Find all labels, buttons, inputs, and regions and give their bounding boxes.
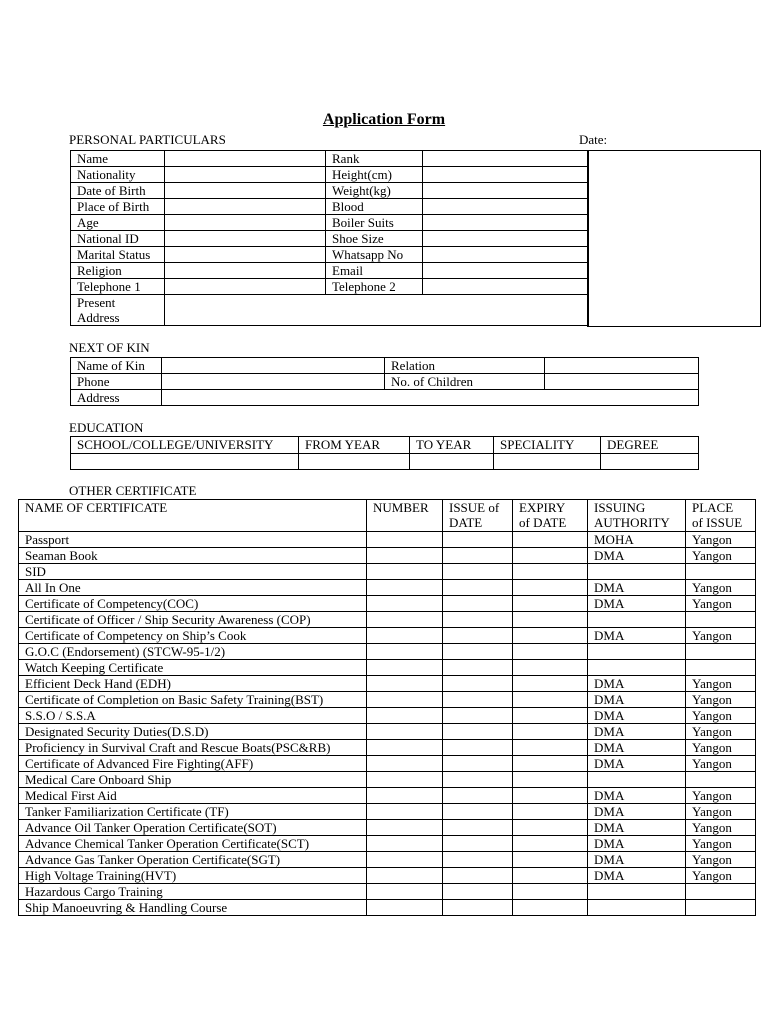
present-address-line2: Address — [77, 310, 120, 325]
personal-label-right: Boiler Suits — [326, 215, 423, 231]
certificate-name: S.S.O / S.S.A — [19, 708, 367, 724]
certificate-row — [19, 820, 756, 836]
personal-label-right: Blood — [326, 199, 423, 215]
certificate-expiry-date-field[interactable] — [513, 580, 588, 596]
certificate-number-field[interactable] — [367, 740, 443, 756]
certificate-number-field[interactable] — [367, 724, 443, 740]
certificate-place — [686, 772, 756, 788]
personal-label-left: Name — [71, 151, 165, 167]
other-certificate-heading: OTHER CERTIFICATE — [69, 483, 197, 498]
personal-row — [71, 151, 589, 167]
certificate-row — [19, 612, 756, 628]
personal-field-left[interactable] — [165, 151, 326, 167]
certificate-expiry-date-field[interactable] — [513, 628, 588, 644]
personal-row — [71, 215, 589, 231]
certificate-row — [19, 708, 756, 724]
cert-col-name: NAME OF CERTIFICATE — [19, 500, 367, 532]
certificate-name: Medical Care Onboard Ship — [19, 772, 367, 788]
certificate-issue-date-field[interactable] — [443, 900, 513, 916]
certificate-place: Yangon — [686, 628, 756, 644]
certificate-issue-date-field[interactable] — [443, 676, 513, 692]
personal-label-right: Whatsapp No — [326, 247, 423, 263]
edu-speciality-field[interactable] — [494, 454, 601, 470]
certificate-row — [19, 532, 756, 548]
certificate-name: Hazardous Cargo Training — [19, 884, 367, 900]
certificate-place: Yangon — [686, 708, 756, 724]
certificate-authority: DMA — [588, 724, 686, 740]
certificate-place — [686, 900, 756, 916]
certificate-place: Yangon — [686, 596, 756, 612]
certificate-authority: DMA — [588, 596, 686, 612]
certificate-number-field[interactable] — [367, 868, 443, 884]
certificate-expiry-date-field[interactable] — [513, 708, 588, 724]
personal-label-right: Shoe Size — [326, 231, 423, 247]
certificates-header-row — [19, 500, 756, 532]
certificate-name: Certificate of Competency on Ship’s Cook — [19, 628, 367, 644]
certificate-row — [19, 884, 756, 900]
personal-label-left: Age — [71, 215, 165, 231]
certificate-name: Ship Manoeuvring & Handling Course — [19, 900, 367, 916]
certificate-issue-date-field[interactable] — [443, 820, 513, 836]
certificate-expiry-date-field[interactable] — [513, 868, 588, 884]
certificate-name: Advance Oil Tanker Operation Certificate(SOT) — [19, 820, 367, 836]
personal-row — [71, 247, 589, 263]
kin-children-field[interactable] — [545, 374, 699, 390]
personal-label-left: Place of Birth — [71, 199, 165, 215]
kin-address-label: Address — [71, 390, 162, 406]
certificate-name: Certificate of Completion on Basic Safety Training(BST) — [19, 692, 367, 708]
certificate-authority: DMA — [588, 756, 686, 772]
present-address-row — [71, 295, 589, 326]
certificate-row — [19, 740, 756, 756]
certificate-authority: DMA — [588, 836, 686, 852]
certificate-issue-date-field[interactable] — [443, 788, 513, 804]
certificate-name: G.O.C (Endorsement) (STCW-95-1/2) — [19, 644, 367, 660]
edu-from-field[interactable] — [299, 454, 410, 470]
personal-label-left: Date of Birth — [71, 183, 165, 199]
certificate-name: Seaman Book — [19, 548, 367, 564]
personal-row — [71, 279, 589, 295]
certificate-issue-date-field[interactable] — [443, 836, 513, 852]
certificate-number-field[interactable] — [367, 580, 443, 596]
certificate-issue-date-field[interactable] — [443, 772, 513, 788]
certificate-issue-date-field[interactable] — [443, 692, 513, 708]
personal-field-right[interactable] — [423, 263, 589, 279]
certificate-number-field[interactable] — [367, 660, 443, 676]
certificate-row — [19, 596, 756, 612]
certificate-name: Tanker Familiarization Certificate (TF) — [19, 804, 367, 820]
education-heading: EDUCATION — [69, 420, 144, 435]
certificate-authority: MOHA — [588, 532, 686, 548]
certificate-row — [19, 788, 756, 804]
personal-label-left: Nationality — [71, 167, 165, 183]
certificate-authority: DMA — [588, 676, 686, 692]
certificate-expiry-date-field[interactable] — [513, 564, 588, 580]
certificate-number-field[interactable] — [367, 532, 443, 548]
certificate-row — [19, 692, 756, 708]
certificate-name: SID — [19, 564, 367, 580]
certificate-place — [686, 564, 756, 580]
certificate-authority: DMA — [588, 548, 686, 564]
certificate-place: Yangon — [686, 820, 756, 836]
certificate-issue-date-field[interactable] — [443, 884, 513, 900]
certificate-name: Advance Chemical Tanker Operation Certificate(SCT) — [19, 836, 367, 852]
certificate-row — [19, 852, 756, 868]
certificate-row — [19, 660, 756, 676]
next-of-kin-heading: NEXT OF KIN — [69, 340, 150, 355]
photo-box — [587, 150, 761, 327]
certificate-issue-date-field[interactable] — [443, 724, 513, 740]
personal-label-left: Religion — [71, 263, 165, 279]
certificate-issue-date-field[interactable] — [443, 740, 513, 756]
certificate-authority: DMA — [588, 740, 686, 756]
certificate-authority: DMA — [588, 820, 686, 836]
kin-children-label: No. of Children — [385, 374, 545, 390]
cert-col-number: NUMBER — [367, 500, 443, 532]
edu-col-degree: DEGREE — [601, 437, 699, 454]
certificate-issue-date-field[interactable] — [443, 756, 513, 772]
personal-label-right: Email — [326, 263, 423, 279]
personal-field-right[interactable] — [423, 167, 589, 183]
certificate-number-field[interactable] — [367, 548, 443, 564]
personal-row — [71, 231, 589, 247]
certificate-authority: DMA — [588, 580, 686, 596]
certificate-name: Proficiency in Survival Craft and Rescue Boats(PSC&RB) — [19, 740, 367, 756]
personal-field-right[interactable] — [423, 215, 589, 231]
certificate-expiry-date-field[interactable] — [513, 532, 588, 548]
education-table — [70, 436, 699, 470]
certificate-authority: DMA — [588, 804, 686, 820]
certificate-name: Passport — [19, 532, 367, 548]
certificate-expiry-date-field[interactable] — [513, 788, 588, 804]
certificate-row — [19, 580, 756, 596]
cert-col-authority-line1: ISSUING — [594, 500, 646, 515]
certificate-place: Yangon — [686, 756, 756, 772]
certificate-name: Designated Security Duties(D.S.D) — [19, 724, 367, 740]
certificate-expiry-date-field[interactable] — [513, 612, 588, 628]
kin-row-phone — [71, 374, 699, 390]
certificate-number-field[interactable] — [367, 644, 443, 660]
certificate-name: Certificate of Officer / Ship Security Awareness (COP) — [19, 612, 367, 628]
certificate-issue-date-field[interactable] — [443, 596, 513, 612]
certificate-number-field[interactable] — [367, 628, 443, 644]
certificate-row — [19, 724, 756, 740]
certificate-issue-date-field[interactable] — [443, 628, 513, 644]
certificate-name: Certificate of Competency(COC) — [19, 596, 367, 612]
certificate-issue-date-field[interactable] — [443, 852, 513, 868]
certificate-issue-date-field[interactable] — [443, 564, 513, 580]
date-label: Date: — [579, 132, 608, 147]
certificate-place: Yangon — [686, 580, 756, 596]
certificate-issue-date-field[interactable] — [443, 804, 513, 820]
certificate-name: High Voltage Training(HVT) — [19, 868, 367, 884]
certificate-issue-date-field[interactable] — [443, 532, 513, 548]
certificate-authority — [588, 884, 686, 900]
certificate-place — [686, 612, 756, 628]
certificate-row — [19, 676, 756, 692]
personal-row — [71, 199, 589, 215]
certificate-number-field[interactable] — [367, 804, 443, 820]
certificate-expiry-date-field[interactable] — [513, 692, 588, 708]
edu-school-field[interactable] — [71, 454, 299, 470]
kin-phone-label: Phone — [71, 374, 162, 390]
edu-col-to-year: TO YEAR — [410, 437, 494, 454]
certificate-place: Yangon — [686, 724, 756, 740]
certificate-number-field[interactable] — [367, 836, 443, 852]
personal-particulars-table — [70, 150, 589, 326]
certificate-expiry-date-field[interactable] — [513, 836, 588, 852]
certificate-expiry-date-field[interactable] — [513, 804, 588, 820]
certificate-expiry-date-field[interactable] — [513, 900, 588, 916]
cert-col-expiry-date — [513, 500, 588, 532]
personal-field-left[interactable] — [165, 279, 326, 295]
certificate-expiry-date-field[interactable] — [513, 820, 588, 836]
kin-relation-label: Relation — [385, 358, 545, 374]
edu-to-field[interactable] — [410, 454, 494, 470]
kin-relation-field[interactable] — [545, 358, 699, 374]
personal-label-left: National ID — [71, 231, 165, 247]
certificate-name: Medical First Aid — [19, 788, 367, 804]
cert-col-authority-line2: AUTHORITY — [594, 515, 670, 530]
certificates-table — [18, 499, 756, 916]
certificate-expiry-date-field[interactable] — [513, 724, 588, 740]
personal-field-right[interactable] — [423, 247, 589, 263]
present-address-line1: Present — [77, 295, 116, 310]
certificate-row — [19, 772, 756, 788]
certificate-number-field[interactable] — [367, 756, 443, 772]
personal-label-right: Weight(kg) — [326, 183, 423, 199]
personal-label-right: Rank — [326, 151, 423, 167]
certificate-place: Yangon — [686, 692, 756, 708]
kin-name-label: Name of Kin — [71, 358, 162, 374]
certificate-number-field[interactable] — [367, 900, 443, 916]
certificate-number-field[interactable] — [367, 676, 443, 692]
certificate-issue-date-field[interactable] — [443, 548, 513, 564]
kin-row-address — [71, 390, 699, 406]
personal-label-left: Marital Status — [71, 247, 165, 263]
certificate-name: Certificate of Advanced Fire Fighting(AFF) — [19, 756, 367, 772]
certificate-expiry-date-field[interactable] — [513, 596, 588, 612]
certificate-issue-date-field[interactable] — [443, 660, 513, 676]
certificate-row — [19, 628, 756, 644]
personal-row — [71, 167, 589, 183]
certificate-name: Advance Gas Tanker Operation Certificate(SGT) — [19, 852, 367, 868]
certificate-expiry-date-field[interactable] — [513, 884, 588, 900]
certificate-row — [19, 868, 756, 884]
certificate-name: Watch Keeping Certificate — [19, 660, 367, 676]
certificate-authority: DMA — [588, 692, 686, 708]
personal-field-left[interactable] — [165, 167, 326, 183]
certificate-authority: DMA — [588, 708, 686, 724]
cert-col-issue-line1: ISSUE of — [449, 500, 500, 515]
kin-address-field[interactable] — [162, 390, 699, 406]
certificate-row — [19, 644, 756, 660]
education-entry-row — [71, 454, 699, 470]
certificate-issue-date-field[interactable] — [443, 644, 513, 660]
personal-row — [71, 263, 589, 279]
certificate-place — [686, 644, 756, 660]
personal-field-right[interactable] — [423, 231, 589, 247]
certificate-number-field[interactable] — [367, 596, 443, 612]
certificate-number-field[interactable] — [367, 708, 443, 724]
certificate-expiry-date-field[interactable] — [513, 772, 588, 788]
certificate-expiry-date-field[interactable] — [513, 644, 588, 660]
certificate-place — [686, 660, 756, 676]
personal-field-left[interactable] — [165, 183, 326, 199]
cert-col-issue-date — [443, 500, 513, 532]
certificate-expiry-date-field[interactable] — [513, 548, 588, 564]
cert-col-expiry-line2: of DATE — [519, 515, 567, 530]
certificate-authority — [588, 900, 686, 916]
certificate-issue-date-field[interactable] — [443, 868, 513, 884]
edu-col-speciality: SPECIALITY — [494, 437, 601, 454]
personal-label-right: Height(cm) — [326, 167, 423, 183]
cert-col-place — [686, 500, 756, 532]
certificate-expiry-date-field[interactable] — [513, 852, 588, 868]
personal-field-left[interactable] — [165, 247, 326, 263]
present-address-field[interactable] — [165, 295, 589, 326]
personal-field-right[interactable] — [423, 183, 589, 199]
certificate-issue-date-field[interactable] — [443, 708, 513, 724]
certificate-authority: DMA — [588, 628, 686, 644]
certificate-row — [19, 564, 756, 580]
personal-field-right[interactable] — [423, 199, 589, 215]
certificate-place: Yangon — [686, 836, 756, 852]
certificate-place: Yangon — [686, 676, 756, 692]
next-of-kin-table — [70, 357, 699, 406]
edu-col-from-year: FROM YEAR — [299, 437, 410, 454]
certificate-number-field[interactable] — [367, 692, 443, 708]
certificate-authority — [588, 660, 686, 676]
certificate-expiry-date-field[interactable] — [513, 660, 588, 676]
personal-field-left[interactable] — [165, 263, 326, 279]
personal-particulars-heading: PERSONAL PARTICULARS — [69, 132, 226, 147]
personal-label-left: Telephone 1 — [71, 279, 165, 295]
certificate-place: Yangon — [686, 788, 756, 804]
certificate-name: Efficient Deck Hand (EDH) — [19, 676, 367, 692]
certificate-row — [19, 900, 756, 916]
kin-name-field[interactable] — [162, 358, 385, 374]
cert-col-authority — [588, 500, 686, 532]
personal-row — [71, 183, 589, 199]
personal-field-right[interactable] — [423, 151, 589, 167]
certificate-expiry-date-field[interactable] — [513, 740, 588, 756]
certificate-authority: DMA — [588, 852, 686, 868]
kin-phone-field[interactable] — [162, 374, 385, 390]
certificate-place: Yangon — [686, 548, 756, 564]
certificate-expiry-date-field[interactable] — [513, 756, 588, 772]
cert-col-place-line2: of ISSUE — [692, 515, 743, 530]
edu-degree-field[interactable] — [601, 454, 699, 470]
certificate-row — [19, 756, 756, 772]
personal-field-right[interactable] — [423, 279, 589, 295]
certificate-row — [19, 804, 756, 820]
cert-col-expiry-line1: EXPIRY — [519, 500, 566, 515]
certificate-number-field[interactable] — [367, 820, 443, 836]
certificate-number-field[interactable] — [367, 564, 443, 580]
certificate-authority — [588, 772, 686, 788]
certificate-place: Yangon — [686, 804, 756, 820]
certificate-number-field[interactable] — [367, 772, 443, 788]
edu-col-school: SCHOOL/COLLEGE/UNIVERSITY — [71, 437, 299, 454]
certificate-place: Yangon — [686, 868, 756, 884]
kin-row-name — [71, 358, 699, 374]
personal-label-right: Telephone 2 — [326, 279, 423, 295]
certificate-authority: DMA — [588, 868, 686, 884]
personal-field-left[interactable] — [165, 215, 326, 231]
present-address-label — [71, 295, 165, 326]
certificate-authority — [588, 612, 686, 628]
certificate-authority — [588, 644, 686, 660]
certificate-authority — [588, 564, 686, 580]
certificate-number-field[interactable] — [367, 612, 443, 628]
cert-col-place-line1: PLACE — [692, 500, 734, 515]
page-title: Application Form — [322, 111, 446, 128]
certificate-number-field[interactable] — [367, 852, 443, 868]
certificate-place — [686, 884, 756, 900]
certificate-place: Yangon — [686, 852, 756, 868]
certificate-expiry-date-field[interactable] — [513, 676, 588, 692]
certificate-row — [19, 548, 756, 564]
education-header-row — [71, 437, 699, 454]
certificate-authority: DMA — [588, 788, 686, 804]
personal-field-left[interactable] — [165, 199, 326, 215]
certificate-number-field[interactable] — [367, 884, 443, 900]
certificate-number-field[interactable] — [367, 788, 443, 804]
cert-col-issue-line2: DATE — [449, 515, 483, 530]
certificate-name: All In One — [19, 580, 367, 596]
certificate-issue-date-field[interactable] — [443, 580, 513, 596]
personal-field-left[interactable] — [165, 231, 326, 247]
certificate-place: Yangon — [686, 740, 756, 756]
certificate-row — [19, 836, 756, 852]
certificate-place: Yangon — [686, 532, 756, 548]
certificate-issue-date-field[interactable] — [443, 612, 513, 628]
